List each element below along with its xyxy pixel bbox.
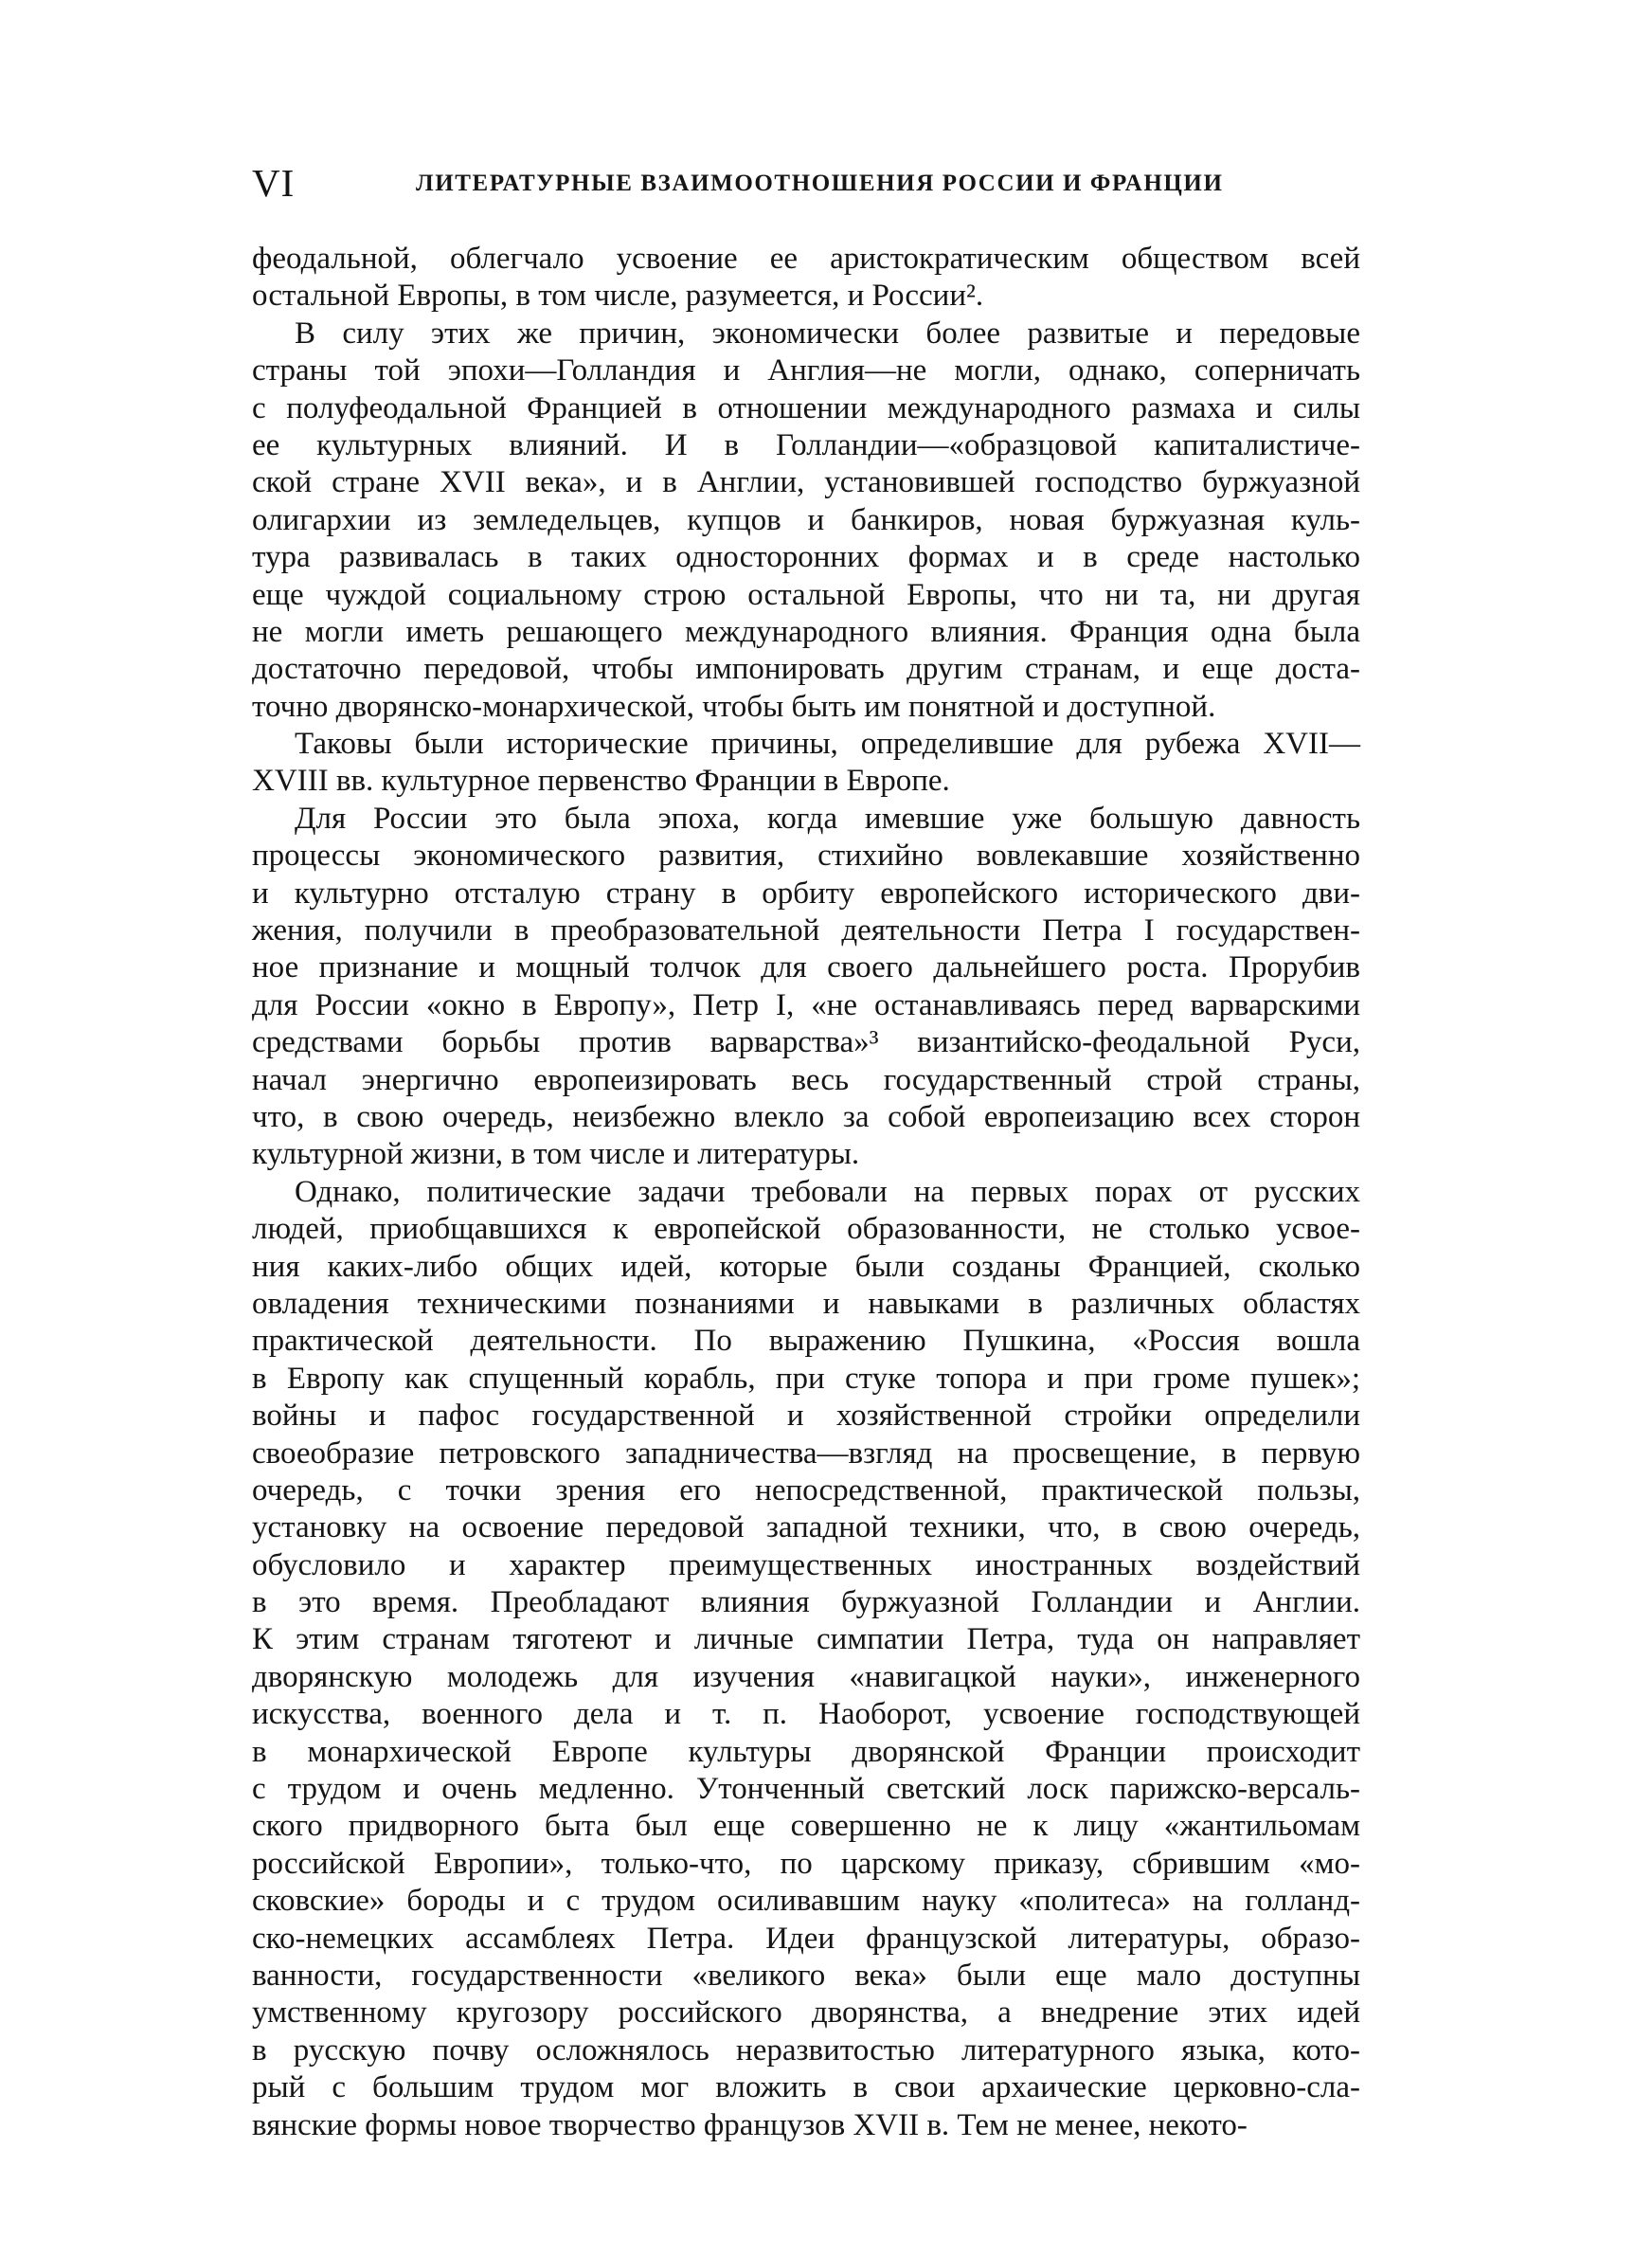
paragraph xyxy=(252,801,1360,1174)
page-header xyxy=(252,159,1360,207)
text-line: феодальной, облегчало усвоение ее аристократическим обществом всей xyxy=(252,242,1360,276)
text-line: ванности, государственности «великого века» были еще мало доступны xyxy=(252,1958,1360,1993)
text-line: с трудом и очень медленно. Утонченный светский лоск парижско-версаль- xyxy=(252,1772,1360,1807)
paragraph xyxy=(252,316,1360,726)
text-line: Таковы были исторические причины, определившие для рубежа XVII— xyxy=(295,727,1360,762)
text-line: дворянскую молодежь для изучения «навигацкой науки», инженерного xyxy=(252,1659,1360,1694)
text-line: не могли иметь решающего международного влияния. Франция одна была xyxy=(252,614,1360,649)
text-line: начал энергично европеизировать весь государственный строй страны, xyxy=(252,1062,1360,1097)
text-line: в Европу как спущенный корабль, при стуке топора и при громе пушек»; xyxy=(252,1361,1360,1396)
text-line: ского придворного быта был еще совершенно не к лицу «жантильомам xyxy=(252,1809,1360,1844)
text-line: К этим странам тяготеют и личные симпатии Петра, туда он направляет xyxy=(252,1622,1360,1657)
text-line: что, в свою очередь, неизбежно влекло за собой европеизацию всех сторон xyxy=(252,1099,1360,1134)
text-line: тура развивалась в таких односторонних формах и в среде настолько xyxy=(252,540,1360,575)
text-line: остальной Европы, в том числе, разумеется, и России². xyxy=(252,279,984,314)
text-line: и культурно отсталую страну в орбиту европейского исторического дви- xyxy=(252,876,1360,911)
text-line: процессы экономического развития, стихийно вовлекавшие хозяйственно xyxy=(252,839,1360,874)
text-line: XVIII вв. культурное первенство Франции в Европе. xyxy=(252,764,950,799)
text-line: ской стране XVII века», и в Англии, установившей господство буржуазной xyxy=(252,465,1360,500)
text-line: олигархии из земледельцев, купцов и банкиров, новая буржуазная куль- xyxy=(252,502,1360,537)
text-line: В силу этих же причин, экономически более развитые и передовые xyxy=(295,316,1360,351)
text-line: культурной жизни, в том числе и литературы. xyxy=(252,1137,860,1172)
text-line: очередь, с точки зрения его непосредственной, практической пользы, xyxy=(252,1472,1360,1508)
text-line: умственному кругозору российского дворянства, а внедрение этих идей xyxy=(252,1995,1360,2031)
text-line: войны и пафос государственной и хозяйственной стройки определили xyxy=(252,1399,1360,1434)
text-line: точно дворянско-монархической, чтобы быть им понятной и доступной. xyxy=(252,689,1216,724)
text-line: жения, получили в преобразовательной деятельности Петра I государствен- xyxy=(252,913,1360,948)
page-body xyxy=(252,241,1360,2144)
text-line: российской Европии», только-что, по царскому приказу, сбрившим «мо- xyxy=(252,1846,1360,1881)
text-line: ско-немецких ассамблеях Петра. Идеи французской литературы, образо- xyxy=(252,1921,1360,1956)
text-line: обусловило и характер преимущественных иностранных воздействий xyxy=(252,1547,1360,1582)
paragraph xyxy=(252,726,1360,801)
text-line: для России «окно в Европу», Петр I, «не останавливаясь перед варварскими xyxy=(252,987,1360,1022)
text-line: ное признание и мощный толчок для своего дальнейшего роста. Прорубив xyxy=(252,950,1360,985)
text-line: своеобразие петровского западничества—взгляд на просвещение, в первую xyxy=(252,1435,1360,1471)
text-line: средствами борьбы против варварства»³ византийско-феодальной Руси, xyxy=(252,1025,1360,1060)
text-line: в монархической Европе культуры дворянской Франции происходит xyxy=(252,1734,1360,1769)
text-line: сковские» бороды и с трудом осиливавшим науку «политеса» на голланд- xyxy=(252,1884,1360,1919)
text-line: установку на освоение передовой западной техники, что, в свою очередь, xyxy=(252,1510,1360,1545)
text-line: в русскую почву осложнялось неразвитостью литературного языка, кото- xyxy=(252,2032,1360,2067)
text-line: овладения техническими познаниями и навыками в различных областях xyxy=(252,1286,1360,1321)
text-line: еще чуждой социальному строю остальной Европы, что ни та, ни другая xyxy=(252,577,1360,612)
text-line: вянские формы новое творчество французов XVII в. Тем не менее, некото- xyxy=(252,2107,1248,2142)
text-line: Для России это была эпоха, когда имевшие уже большую давность xyxy=(295,801,1360,836)
text-line: Однако, политические задачи требовали на первых порах от русских xyxy=(295,1174,1360,1209)
text-line: достаточно передовой, чтобы импонировать другим странам, и еще доста- xyxy=(252,652,1360,687)
paragraph xyxy=(252,241,1360,316)
text-line: ее культурных влияний. И в Голландии—«образцовой капиталистиче- xyxy=(252,427,1360,462)
text-line: практической деятельности. По выражению Пушкина, «Россия вошла xyxy=(252,1324,1360,1359)
page-number: VI xyxy=(252,161,296,205)
text-line: в это время. Преобладают влияния буржуазной Голландии и Англии. xyxy=(252,1585,1360,1620)
text-line: с полуфеодальной Францией в отношении международного размаха и силы xyxy=(252,390,1360,425)
running-title: ЛИТЕРАТУРНЫЕ ВЗАИМООТНОШЕНИЯ РОССИИ И ФРАНЦИИ xyxy=(416,171,1224,196)
text-line: искусства, военного дела и т. п. Наоборот, усвоение господствующей xyxy=(252,1697,1360,1732)
text-line: страны той эпохи—Голландия и Англия—не могли, однако, соперничать xyxy=(252,353,1360,388)
text-line: людей, приобщавшихся к европейской образованности, не столько усвое- xyxy=(252,1212,1360,1247)
text-line: ния каких-либо общих идей, которые были созданы Францией, сколько xyxy=(252,1249,1360,1284)
paragraph xyxy=(252,1174,1360,2144)
text-line: рый с большим трудом мог вложить в свои архаические церковно-сла- xyxy=(252,2070,1360,2105)
